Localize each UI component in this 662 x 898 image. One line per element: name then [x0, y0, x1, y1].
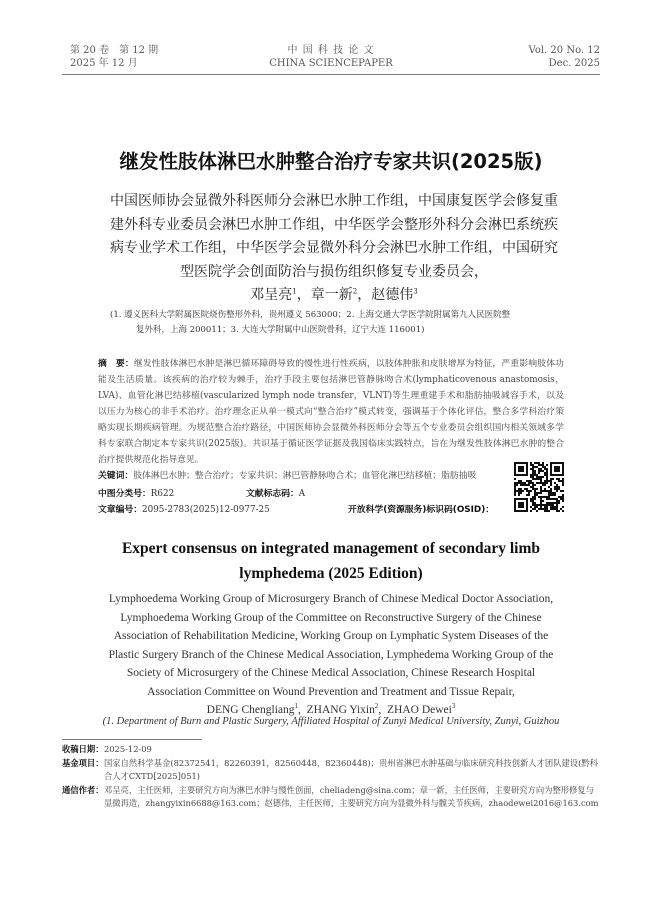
clc-value: R622 — [150, 489, 175, 499]
footnote-label: 基金项目： — [62, 758, 104, 768]
osid-qr-code[interactable] — [514, 462, 564, 512]
volume-en: Vol. 20 No. 12 — [528, 45, 600, 56]
author-sup: 1 — [294, 702, 298, 711]
author-name: 邓呈亮 — [250, 287, 293, 303]
author-groups-cn: 中国医师协会显微外科医师分会淋巴水肿工作组，中国康复医学会修复重建外科专业委员会淋巴水肿工作组，中华医学会整形外科分会淋巴系统疾病专业学术工作组，中华医学会显微外科分会淋巴水肿工作组，中国研究型医院学会创面防治与损伤组织修复专业委员会， — [110, 193, 558, 280]
affiliation-line: (1. 遵义医科大学附属医院烧伤整形外科，贵州遵义 563000；2. 上海交通大学医学院附属第九人民医院整 — [110, 310, 511, 320]
date-en: Dec. 2025 — [548, 58, 600, 69]
footnote-label: 通信作者： — [62, 785, 104, 795]
footnote-funding — [62, 757, 602, 783]
classification-row — [98, 486, 306, 502]
doc-code-value: A — [298, 489, 306, 499]
footnote-text: 邓呈亮，主任医师，主要研究方向为淋巴水肿与慢性创面，cheliadeng@sina.com；章一新，主任医师，主要研究方向为整形修复与显微再造，zhangyixin6688@163.com；赵德伟，主任医师，主要研究方向为显微外科与髋关节疾病，zhaodewei2016@163.com — [104, 785, 599, 808]
footnote-corresponding — [62, 784, 602, 810]
footnote-label: 收稿日期： — [62, 744, 104, 754]
affiliation-line: 复外科，上海 200011；3. 大连大学附属中山医院骨科，辽宁大连 116001) — [136, 325, 425, 335]
doc-code-label: 文献标志码： — [246, 489, 299, 499]
author-sup: 2 — [352, 287, 358, 296]
clc-label: 中图分类号： — [98, 489, 151, 499]
abstract-label: 摘 要： — [98, 359, 134, 369]
authors-cn — [108, 190, 560, 308]
affiliation-en: (1. Department of Burn and Plastic Surgery, Affiliated Hospital of Zunyi Medical University, Zunyi, Guizhou — [102, 716, 560, 727]
abstract-cn — [98, 356, 564, 468]
author-sup: 3 — [451, 702, 456, 711]
date-cn: 2025 年 12 月 — [70, 58, 138, 69]
author-name: 赵德伟 — [371, 287, 414, 303]
author-sup: 3 — [413, 287, 418, 296]
journal-name-cn: 中 国 科 技 论 文 — [287, 45, 375, 56]
article-number-row — [98, 502, 518, 518]
keywords-text: 肢体淋巴水肿；整合治疗；专家共识；淋巴管静脉吻合术；血管化淋巴结移植；脂肪抽吸 — [133, 471, 477, 481]
article-number-value: 2095-2783(2025)12-0977-25 — [142, 505, 270, 515]
footnote-text: 国家自然科学基金(82372541，82260391，82560448，82360448)；贵州省淋巴水肿基础与临床研究科技创新人才团队建设(黔科合人才CXTD[2025]051) — [104, 758, 598, 781]
affiliations-cn — [110, 308, 558, 338]
issue-info-en — [529, 44, 600, 70]
author-sup: 2 — [374, 702, 379, 711]
author-separator: , — [378, 704, 388, 716]
author-name-en: DENG Chengliang — [206, 704, 295, 716]
author-sup: 1 — [292, 287, 297, 296]
authors-en — [102, 590, 560, 720]
author-separator: , — [298, 704, 307, 716]
title-cn: 继发性肢体淋巴水肿整合治疗专家共识(2025版) — [119, 150, 543, 173]
author-name-en: ZHANG Yixin — [306, 704, 375, 716]
volume-cn: 第 20 卷 第 12 期 — [70, 45, 159, 56]
footnotes — [62, 743, 602, 810]
osid-label: 开放科学(资源服务)标识码(OSID)： — [348, 505, 495, 515]
keywords-label: 关键词： — [98, 471, 134, 481]
article-number-label: 文章编号： — [98, 505, 142, 515]
author-groups-en: Lymphoedema Working Group of Microsurgery Branch of Chinese Medical Doctor Association, Lymphoedema Working Group of the Committee on Reconstructive Surgery of the Chinese Association of Rehabilitation Medicine, Working Group on Lymphatic System Diseases of the Plastic Surgery Branch of the Chinese Medical Association, Lymphedema Working Group of the Society of Microsurgery of the Chinese Medical Association, Chinese Research Hospital Association Committee on Wound Prevention and Treatment and Tissue Repair, — [108, 593, 554, 698]
author-name-en: ZHAO Dewei — [387, 704, 452, 716]
footnote-divider — [62, 739, 202, 740]
abstract-text: 继发性肢体淋巴水肿是淋巴循环障碍导致的慢性进行性疾病，以肢体肿胀和皮肤增厚为特征，严重影响肢体功能及生活质量。该疾病的治疗较为棘手，治疗手段主要包括淋巴管静脉吻合术(lymphaticovenous anastomosis，LVA)、血管化淋巴结移植(vascularized lymph node transfer，VLNT)等生理重建手术和脂肪抽吸减容手术，以及以压力为核心的非手术治疗。治疗理念正从单一模式向“整合治疗”模式转变，强调基于个体化评估，整合多学科治疗策略实现长期疾病管理。为规范整合治疗路径，中国医师协会显微外科医师分会等五个专业委员会组织国内相关领域多学科专家联合制定本专家共识(2025版)。共识基于循证医学证据及我国临床实践特点，旨在为继发性肢体淋巴水肿的整合治疗提供规范化指导意见。 — [98, 359, 564, 465]
footnote-text: 2025-12-09 — [104, 744, 152, 754]
author-name: 章一新 — [310, 287, 353, 303]
title-en: Expert consensus on integrated management of secondary limb lymphedema (2025 Edition) — [121, 540, 541, 582]
author-separator: ， — [296, 287, 311, 303]
author-separator: ， — [357, 287, 372, 303]
journal-name-en: CHINA SCIENCEPAPER — [269, 58, 393, 69]
keywords-cn — [98, 468, 508, 484]
footnote-received — [62, 743, 602, 756]
header-divider — [62, 74, 600, 75]
